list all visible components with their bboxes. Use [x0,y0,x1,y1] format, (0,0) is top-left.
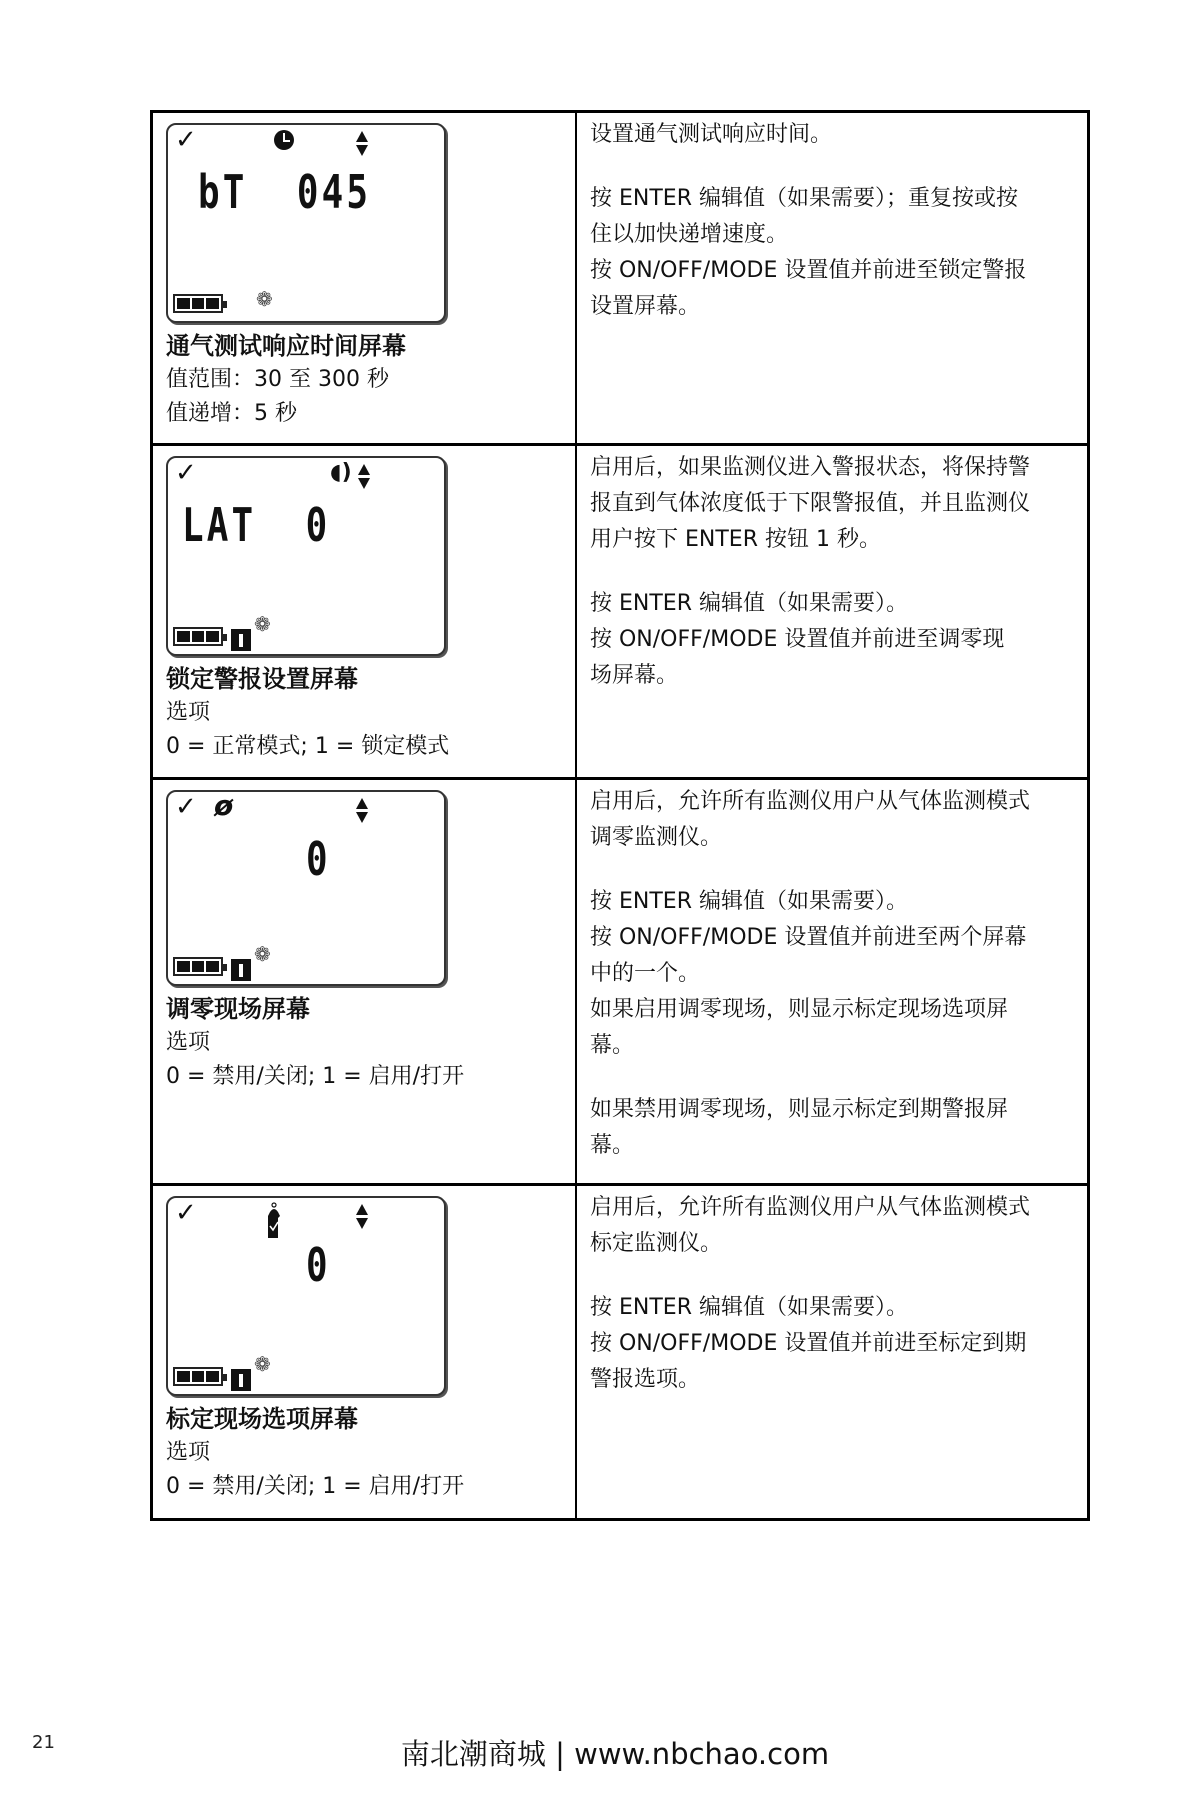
fan-icon: ❁ [254,612,271,636]
lcd-readout: 0 [306,1238,331,1292]
screen-detail: 选项 [166,1030,211,1055]
table-row-cal-field [150,1183,1090,1521]
check-icon: ✓ [175,1198,197,1228]
description-line: 如果禁用调零现场，则显示标定到期警报屏 [590,1097,1009,1122]
screen-title: 通气测试响应时间屏幕 [166,332,406,360]
description-cell [577,113,1087,443]
footer-watermark: 南北潮商城 | www.nbchao.com [400,1737,830,1771]
description-line: 幕。 [590,1033,635,1058]
description-line: 设置屏幕。 [590,294,701,319]
fan-icon: ❁ [254,942,271,966]
lcd-display [166,456,446,656]
settings-table [150,110,1090,1521]
up-down-arrows-icon [356,1204,368,1229]
lcd-display [166,790,446,986]
screen-cell [153,780,577,1183]
description-line: 住以加快递增速度。 [590,222,789,247]
description-cell [577,780,1087,1183]
screen-detail: 值递增：5 秒 [166,401,297,426]
screen-detail: 选项 [166,1440,211,1465]
check-icon: ✓ [175,125,197,155]
table-row-zero-field [150,777,1090,1183]
description-line: 按 ENTER 编辑值（如果需要）。 [590,591,908,616]
table-row-bump-test-time [150,110,1090,443]
description-line: 按 ENTER 编辑值（如果需要）；重复按或按 [590,186,1018,211]
description-line: 设置通气测试响应时间。 [590,122,833,147]
battery-icon [173,1367,223,1386]
description-line: 标定监测仪。 [590,1231,723,1256]
fan-icon: ❁ [256,287,273,311]
screen-cell [153,1186,577,1518]
screen-title: 锁定警报设置屏幕 [166,665,358,693]
description-line: 按 ON/OFF/MODE 设置值并前进至调零现 [590,627,1005,652]
up-down-arrows-icon [356,131,368,156]
description-line: 按 ON/OFF/MODE 设置值并前进至两个屏幕 [590,925,1027,950]
screen-detail: 选项 [166,700,211,725]
description-line: 警报选项。 [590,1367,701,1392]
page-number: 21 [32,1732,55,1753]
screen-cell [153,113,577,443]
fan-icon: ❁ [254,1352,271,1376]
screen-detail: 值范围：30 至 300 秒 [166,367,389,392]
description-line: 启用后，允许所有监测仪用户从气体监测模式 [590,1195,1031,1220]
table-row-latch-alarm [150,443,1090,777]
screen-detail: 0 = 禁用/关闭; 1 = 启用/打开 [166,1064,465,1089]
up-down-arrows-icon [356,798,368,823]
screen-detail: 0 = 禁用/关闭; 1 = 启用/打开 [166,1474,465,1499]
lcd-readout: bT 045 [198,165,372,219]
lcd-readout: LAT 0 [182,498,331,552]
description-line: 幕。 [590,1133,635,1158]
lock-icon [231,629,251,651]
alarm-horn-icon: ◖) [330,460,352,485]
description-cell [577,1186,1087,1518]
description-line: 调零监测仪。 [590,825,723,850]
screen-detail: 0 = 正常模式; 1 = 锁定模式 [166,734,450,759]
lcd-display [166,1196,446,1396]
gas-cylinder-icon [266,1202,282,1240]
description-line: 用户按下 ENTER 按钮 1 秒。 [590,527,881,552]
description-line: 报直到气体浓度低于下限警报值，并且监测仪 [590,491,1031,516]
lock-icon [231,1369,251,1391]
lcd-display [166,123,446,323]
screen-cell [153,446,577,777]
battery-icon [173,627,223,646]
description-line: 如果启用调零现场，则显示标定现场选项屏 [590,997,1009,1022]
description-line: 按 ENTER 编辑值（如果需要）。 [590,889,908,914]
description-line: 启用后，如果监测仪进入警报状态，将保持警 [590,455,1031,480]
battery-icon [173,957,223,976]
description-line: 按 ON/OFF/MODE 设置值并前进至锁定警报 [590,258,1027,283]
battery-icon [173,294,223,313]
description-line: 启用后，允许所有监测仪用户从气体监测模式 [590,789,1031,814]
description-line: 按 ENTER 编辑值（如果需要）。 [590,1295,908,1320]
description-cell [577,446,1087,777]
check-icon: ✓ [175,792,197,822]
lock-icon [231,959,251,981]
zero-icon: ø [214,789,234,822]
clock-icon [274,130,294,150]
description-line: 按 ON/OFF/MODE 设置值并前进至标定到期 [590,1331,1027,1356]
up-down-arrows-icon [358,464,370,489]
screen-title: 调零现场屏幕 [166,995,310,1023]
lcd-readout: 0 [306,832,331,886]
check-icon: ✓ [175,458,197,488]
description-line: 中的一个。 [590,961,701,986]
screen-title: 标定现场选项屏幕 [166,1405,358,1433]
description-line: 场屏幕。 [590,663,679,688]
